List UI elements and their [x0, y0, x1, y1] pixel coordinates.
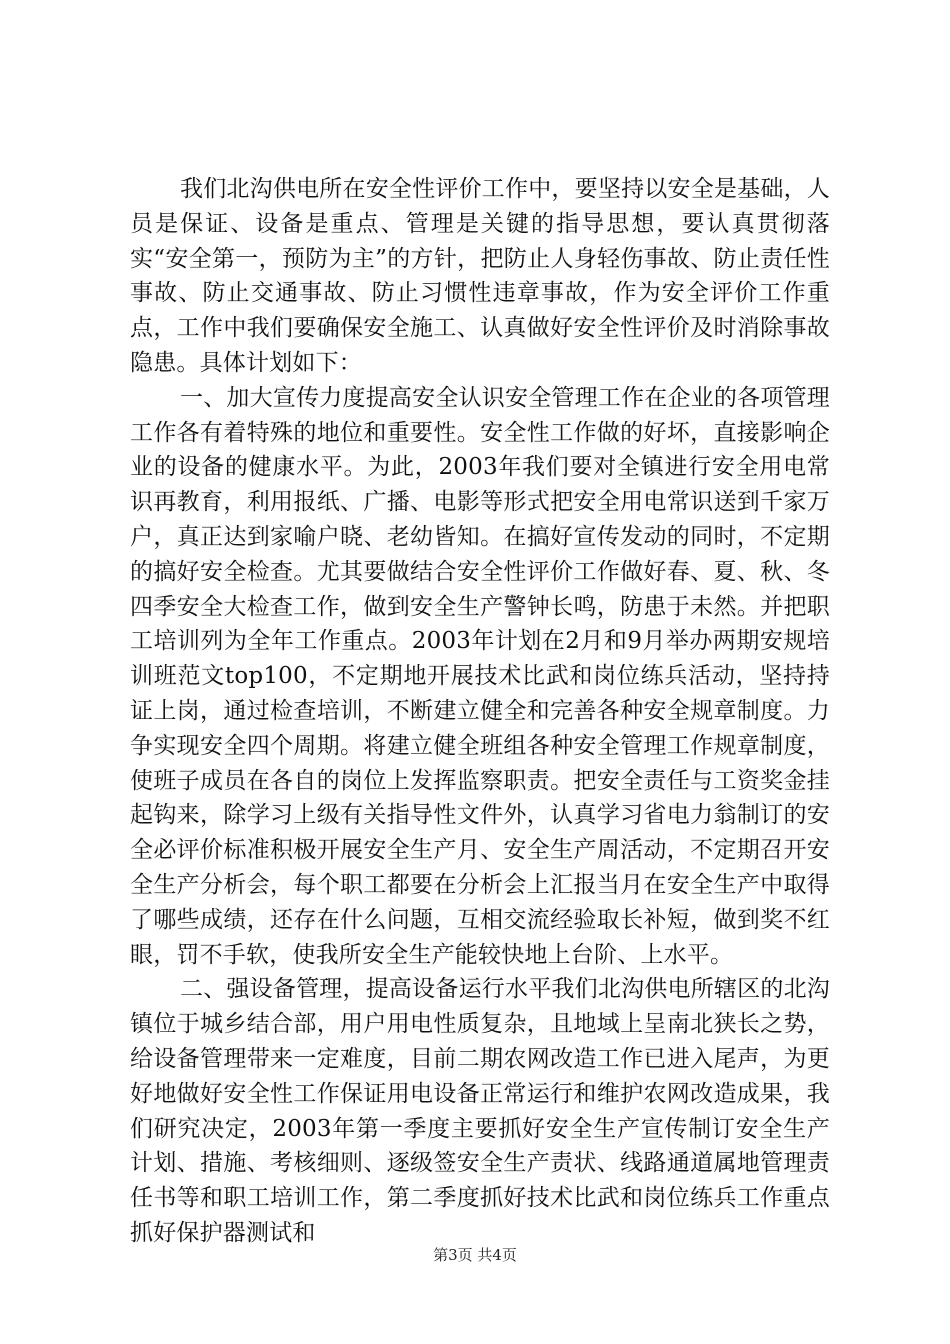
paragraph-section-2: 二、强设备管理，提高设备运行水平我们北沟供电所辖区的北沟镇位于城乡结合部，用户用电性质复杂，且地域上呈南北狭长之势，给设备管理带来一定难度，目前二期农网改造工作已进入尾声，为更好地做好安全性工作保证用电设备正常运行和维护农网改造成果，我们研究决定，2003年第一季度主要抓好安全生产宣传制订安全生产计划、措施、考核细则、逐级签安全生产责状、线路通道属地管理责任书等和职工培训工作，第二季度抓好技术比武和岗位练兵工作重点抓好保护器测试和 [130, 976, 830, 1246]
page-number-footer: 第3页 共4页 [433, 1246, 517, 1264]
paragraph-intro: 我们北沟供电所在安全性评价工作中，要坚持以安全是基础，人员是保证、设备是重点、管理是关键的指导思想，要认真贯彻落实“安全第一，预防为主”的方针，把防止人身轻伤事故、防止责任性事故、防止交通事故、防止习惯性违章事故，作为安全评价工作重点，工作中我们要确保安全施工、认真做好安全性评价及时消除事故隐患。具体计划如下： [130, 176, 830, 376]
document-body [130, 172, 830, 1251]
paragraph-section-1: 一、加大宣传力度提高安全认识安全管理工作在企业的各项管理工作各有着特殊的地位和重要性。安全性工作做的好坏，直接影响企业的设备的健康水平。为此，2003年我们要对全镇进行安全用电常识再教育，利用报纸、广播、电影等形式把安全用电常识送到千家万户，真正达到家喻户晓、老幼皆知。在搞好宣传发动的同时，不定期的搞好安全检查。尤其要做结合安全性评价工作做好春、夏、秋、冬四季安全大检查工作，做到安全生产警钟长鸣，防患于未然。并把职工培训列为全年工作重点。2003年计划在2月和9月举办两期安规培训班范文top100，不定期地开展技术比武和岗位练兵活动，坚持持证上岗，通过检查培训，不断建立健全和完善各种安全规章制度。力争实现安全四个周期。将建立健全班组各种安全管理工作规章制度，使班子成员在各自的岗位上发挥监察职责。把安全责任与工资奖金挂起钩来，除学习上级有关指导性文件外，认真学习省电力翁制订的安全必评价标准积极开展安全生产月、安全生产周活动，不定期召开安全生产分析会，每个职工都要在分析会上汇报当月在安全生产中取得了哪些成绩，还存在什么问题，互相交流经验取长补短，做到奖不红眼，罚不手软，使我所安全生产能较快地上台阶、上水平。 [130, 384, 830, 968]
